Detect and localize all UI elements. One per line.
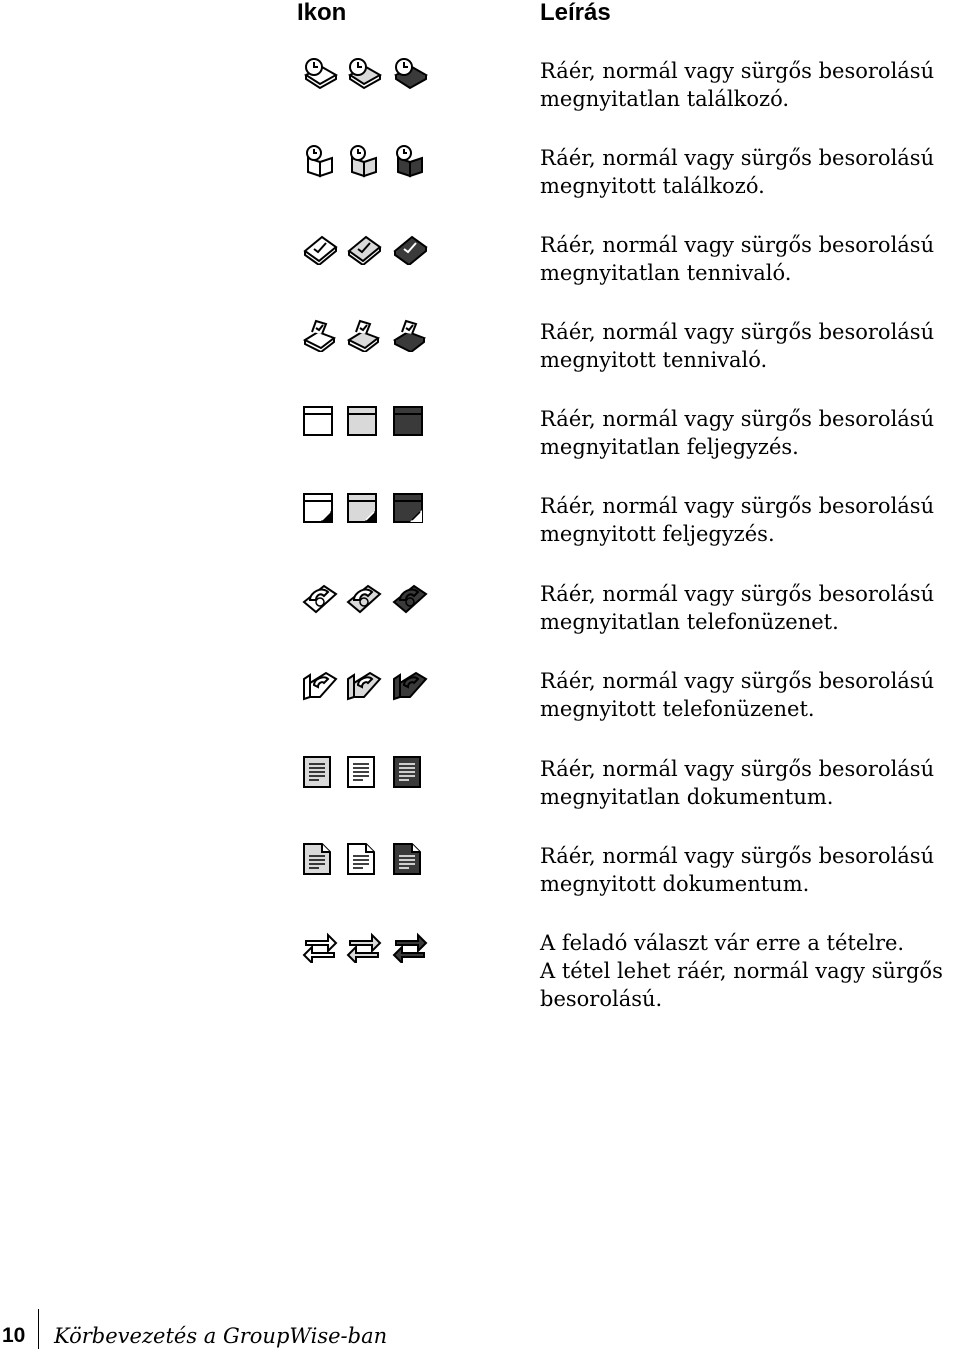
note-unopened-icon (302, 405, 426, 439)
legend-row-task-unopened (0, 231, 960, 311)
legend-row-appointment-opened (0, 144, 960, 224)
task-opened-icon (302, 318, 426, 352)
legend-description: Ráér, normál vagy sürgős besorolású megnyitott találkozó. (540, 146, 935, 198)
legend-description: Ráér, normál vagy sürgős besorolású megnyitott dokumentum. (540, 844, 935, 896)
legend-row-reply-requested (0, 929, 960, 1029)
legend-row-document-unopened (0, 755, 960, 835)
phone-message-opened-icon (302, 667, 426, 701)
legend-description: Ráér, normál vagy sürgős besorolású megnyitatlan dokumentum. (540, 757, 935, 809)
legend-description: Ráér, normál vagy sürgős besorolású megnyitatlan telefonüzenet. (540, 582, 935, 634)
appointment-opened-icon (302, 144, 426, 178)
legend-row-appointment-unopened (0, 57, 960, 137)
phone-message-unopened-icon (302, 580, 426, 614)
legend-row-document-opened (0, 842, 960, 922)
legend-description: Ráér, normál vagy sürgős besorolású megnyitatlan tennivaló. (540, 233, 935, 285)
document-unopened-icon (302, 755, 426, 789)
note-opened-icon (302, 492, 426, 526)
legend-description: Ráér, normál vagy sürgős besorolású megnyitatlan találkozó. (540, 59, 935, 111)
legend-description: A feladó választ vár erre a tételre. A tétel lehet ráér, normál vagy sürgős besorolású. (540, 931, 943, 1011)
legend-description: Ráér, normál vagy sürgős besorolású megnyitott tennivaló. (540, 320, 935, 372)
legend-description: Ráér, normál vagy sürgős besorolású megnyitott feljegyzés. (540, 494, 935, 546)
column-header-description: Leírás (540, 0, 611, 26)
page-number: 10 (2, 1324, 26, 1347)
legend-row-phone-message-unopened (0, 580, 960, 660)
running-title: Körbevezetés a GroupWise-ban (54, 1324, 388, 1348)
legend-row-task-opened (0, 318, 960, 398)
appointment-unopened-icon (302, 57, 426, 91)
document-opened-icon (302, 842, 426, 876)
task-unopened-icon (302, 231, 426, 265)
column-header-icon: Ikon (297, 0, 347, 26)
legend-row-note-opened (0, 492, 960, 572)
reply-requested-icon (302, 929, 426, 963)
footer-divider (38, 1309, 39, 1349)
legend-description: Ráér, normál vagy sürgős besorolású megnyitatlan feljegyzés. (540, 407, 935, 459)
legend-description: Ráér, normál vagy sürgős besorolású megnyitott telefonüzenet. (540, 669, 935, 721)
legend-row-note-unopened (0, 405, 960, 485)
legend-row-phone-message-opened (0, 667, 960, 747)
